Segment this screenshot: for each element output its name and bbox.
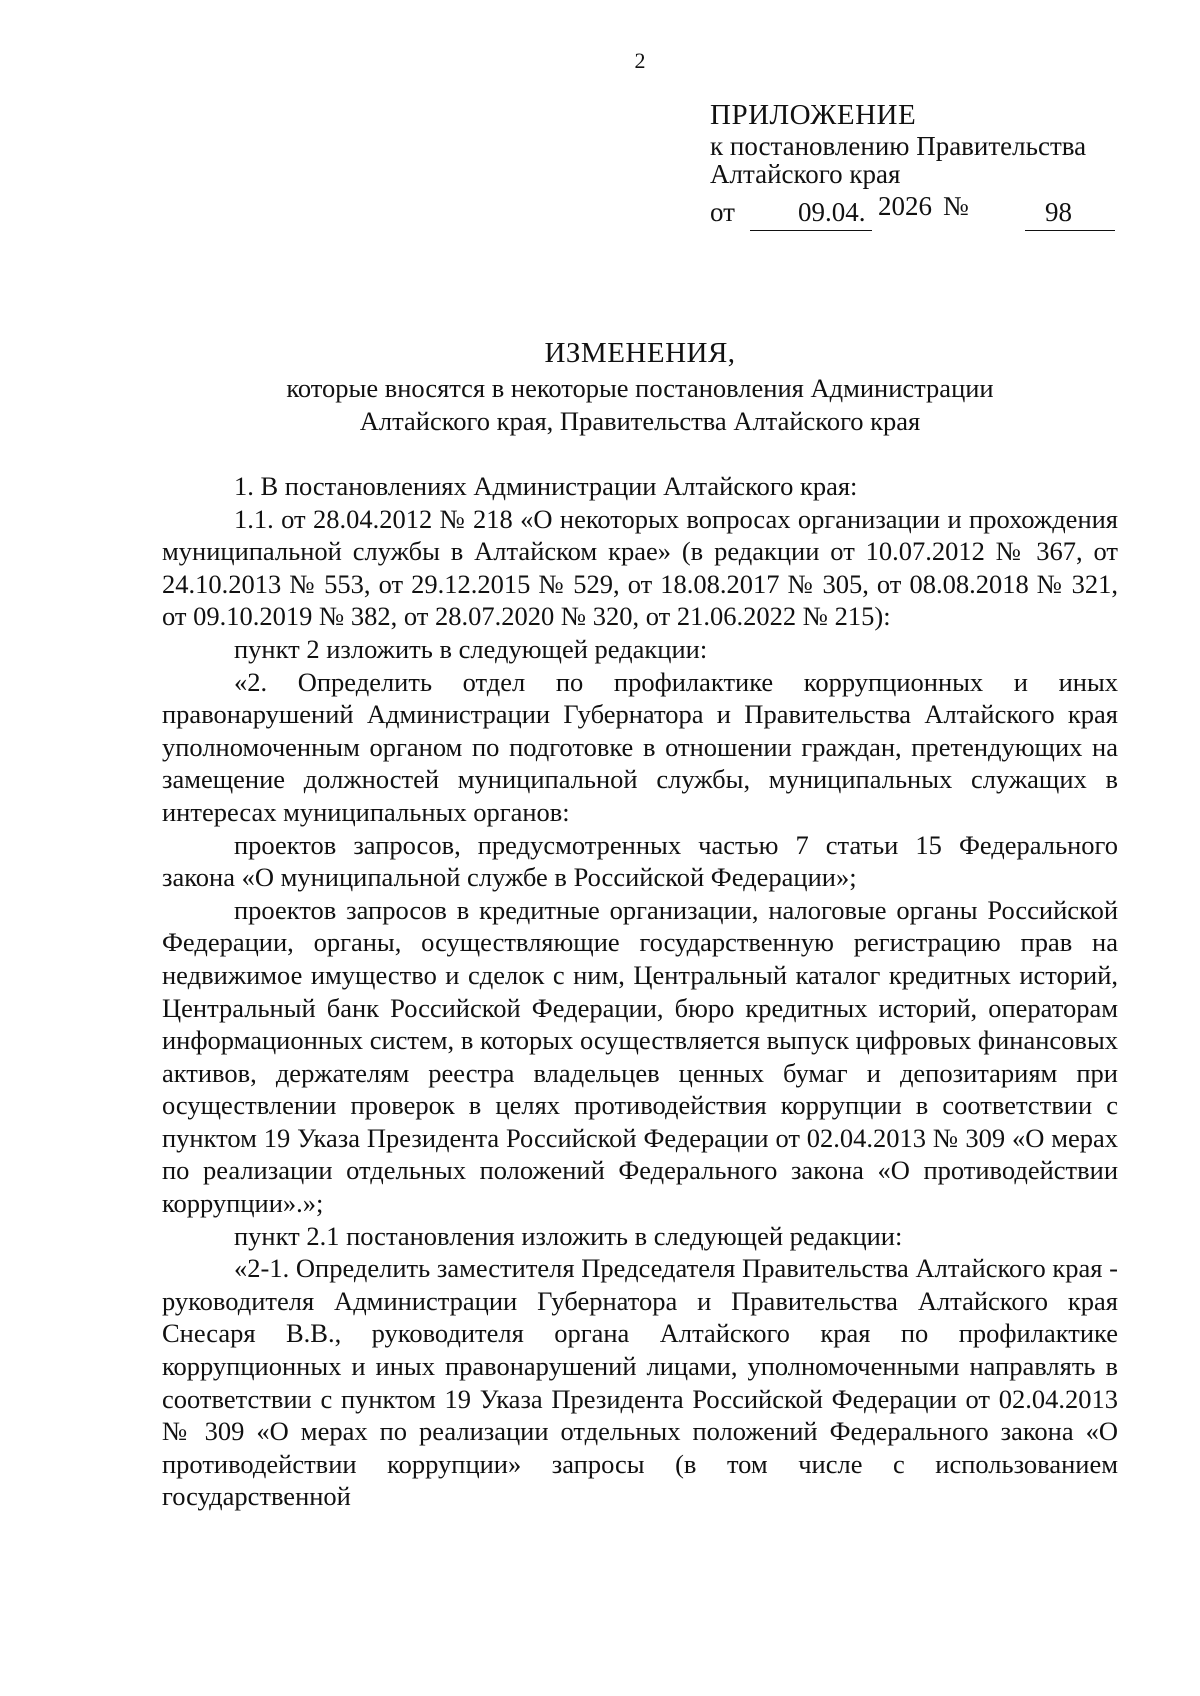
number-underline <box>1025 230 1115 231</box>
paragraph-4: «2. Определить отдел по профилактике коррупционных и иных правонарушений Администрации Губернатора и Правительства Алтайского края уполномоченным органом по подготовке в отношении граждан, претендующих на замещение должностей муниципальной службы, муниципальных служащих в интересах муниципальных органов: <box>162 666 1118 827</box>
paragraph-5: проектов запросов, предусмотренных частью 7 статьи 15 Федерального закона «О муниципальной службе в Российской Федерации»; <box>162 829 1118 893</box>
document-subheading <box>162 372 1118 438</box>
date-underline <box>750 230 872 231</box>
paragraph-8: «2-1. Определить заместителя Председателя Правительства Алтайского края - руководителя Администрации Губернатора и Правительства Алтайского края Снесаря В.В., руководителя органа Алтайского края по профилактике коррупционных и иных правонарушений лицами, уполномоченными направлять в соответствии с пунктом 19 Указа Президента Российской Федерации от 02.04.2013 № 309 «О мерах по реализации отдельных положений Федерального закона «О противодействии коррупции» запросы (в том числе с использованием государственной <box>162 1253 1118 1512</box>
paragraph-6: проектов запросов в кредитные организации, налоговые органы Российской Федерации, органы, осуществляющие государственную регистрацию прав на недвижимое имущество и сделок с ним, Центральный каталог кредитных историй, Центральный банк Российской Федерации, бюро кредитных историй, операторам информационных систем, в которых осуществляется выпуск цифровых финансовых активов, держателям реестра владельцев ценных бумаг и депозитариям при осуществлении проверок в целях противодействия коррупции в соответствии с пунктом 19 Указа Президента Российской Федерации от 02.04.2013 № 309 «О мерах по реализации отдельных положений Федерального закона «О противодействии коррупции».»; <box>162 894 1118 1219</box>
appendix-title: ПРИЛОЖЕНИЕ <box>710 99 917 131</box>
appendix-line-1: к постановлению Правительства <box>710 131 1087 161</box>
paragraph-3: пункт 2 изложить в следующей редакции: <box>234 633 708 664</box>
date-value: 09.04. <box>798 197 866 227</box>
number-value: 98 <box>1045 197 1072 227</box>
page-number: 2 <box>634 48 646 73</box>
appendix-line-2: Алтайского края <box>710 159 901 189</box>
document-body <box>162 470 1118 1513</box>
paragraph-7: пункт 2.1 постановления изложить в следующей редакции: <box>234 1220 903 1251</box>
appendix-block <box>710 98 1086 232</box>
paragraph-1: 1. В постановлениях Администрации Алтайского края: <box>234 471 858 501</box>
subheading-line-1: которые вносятся в некоторые постановления Администрации <box>286 373 994 403</box>
number-sign: № <box>943 191 969 221</box>
document-heading: ИЗМЕНЕНИЯ, <box>544 337 736 369</box>
appendix-date-row <box>710 192 1086 232</box>
date-year: 2026 <box>878 191 932 221</box>
paragraph-2: 1.1. от 28.04.2012 № 218 «О некоторых вопросах организации и прохождения муниципальной службы в Алтайском крае» (в редакции от 10.07.2012 № 367, от 24.10.2013 № 553, от 29.12.2015 № 529, от 18.08.2017 № 305, от 08.08.2018 № 321, от 09.10.2019 № 382, от 28.07.2020 № 320, от 21.06.2022 № 215): <box>162 503 1118 632</box>
subheading-line-2: Алтайского края, Правительства Алтайского края <box>359 406 921 436</box>
date-prefix: от <box>710 197 735 227</box>
